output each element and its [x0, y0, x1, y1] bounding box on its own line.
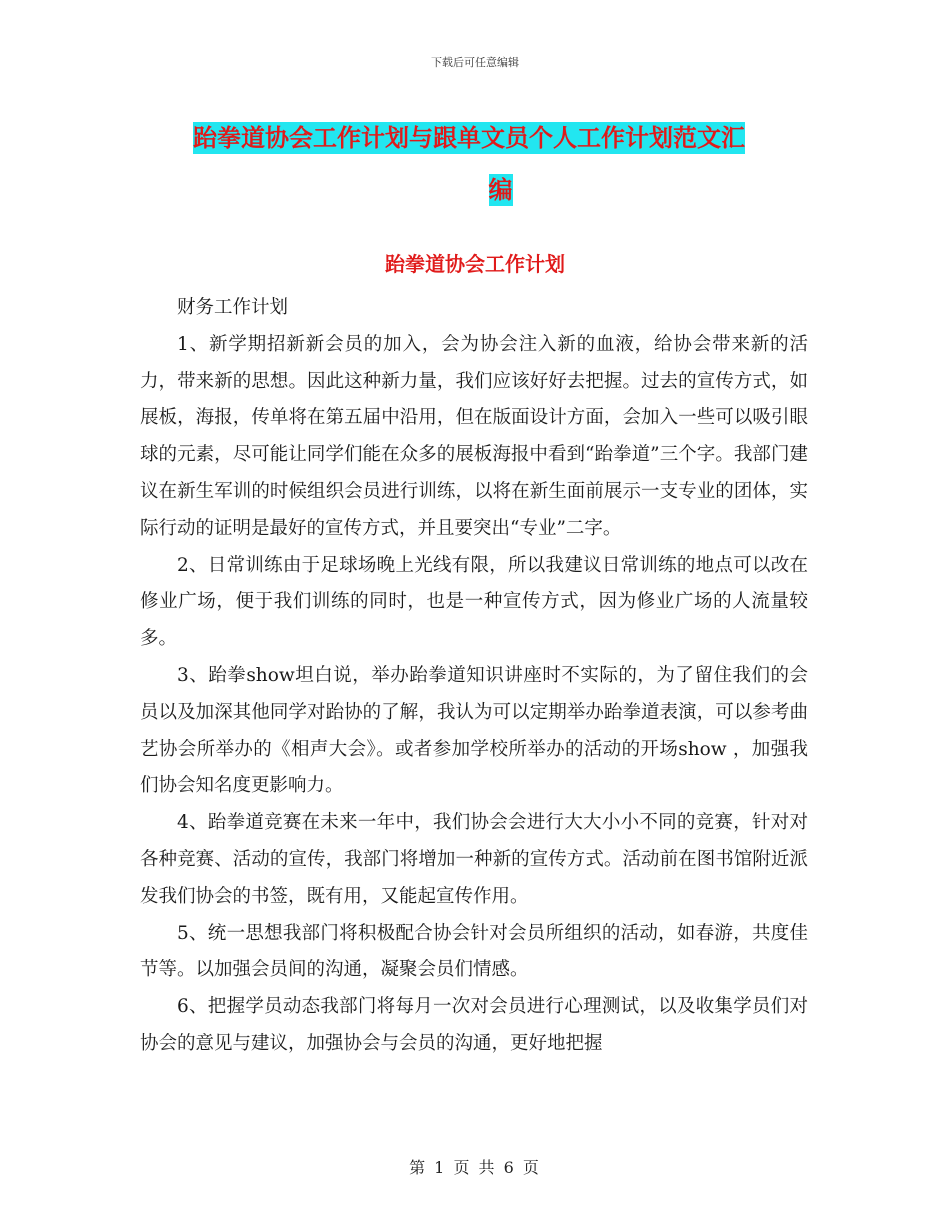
section-heading: 跆拳道协会工作计划: [385, 252, 565, 276]
body-content: [140, 290, 808, 1063]
paragraph: 3、跆拳show坦白说，举办跆拳道知识讲座时不实际的，为了留住我们的会员以及加深其他同学对跆协的了解，我认为可以定期举办跆拳道表演，可以参考曲艺协会所举办的《相声大会》。或者参加学校所举办的活动的开场show ，加强我们协会知名度更影响力。: [140, 664, 808, 797]
paragraph: 1、新学期招新新会员的加入，会为协会注入新的血液，给协会带来新的活力，带来新的思想。因此这种新力量，我们应该好好去把握。过去的宣传方式，如展板，海报，传单将在第五届中沿用，但在版面设计方面，会加入一些可以吸引眼球的元素，尽可能让同学们能在众多的展板海报中看到“跆拳道”三个字。我部门建议在新生军训的时候组织会员进行训练，以将在新生面前展示一支专业的团体，实际行动的证明是最好的宣传方式，并且要突出“专业”二字。: [140, 333, 808, 539]
paragraph: 4、跆拳道竞赛在未来一年中，我们协会会进行大大小小不同的竞赛，针对对各种竞赛、活动的宣传，我部门将增加一种新的宣传方式。活动前在图书馆附近派发我们协会的书签，既有用，又能起宣传作用。: [140, 812, 808, 907]
title-line-2: 编: [488, 176, 513, 204]
header-note: 下载后可任意编辑: [431, 56, 519, 69]
page-footer: 第 1 页 共 6 页: [409, 1158, 541, 1177]
paragraph: 财务工作计划: [177, 297, 289, 318]
paragraph: 5、统一思想我部门将积极配合协会针对会员所组织的活动，如春游，共度佳节等。以加强会员间的沟通，凝聚会员们情感。: [140, 922, 808, 981]
paragraph: 6、把握学员动态我部门将每月一次对会员进行心理测试，以及收集学员们对协会的意见与建议，加强协会与会员的沟通，更好地把握: [140, 996, 808, 1054]
title-line-1: 跆拳道协会工作计划与跟单文员个人工作计划范文汇: [193, 124, 745, 152]
document-title: [193, 112, 808, 216]
paragraph: 2、日常训练由于足球场晚上光线有限，所以我建议日常训练的地点可以改在修业广场，便于我们训练的同时，也是一种宣传方式，因为修业广场的人流量较多。: [140, 554, 808, 650]
